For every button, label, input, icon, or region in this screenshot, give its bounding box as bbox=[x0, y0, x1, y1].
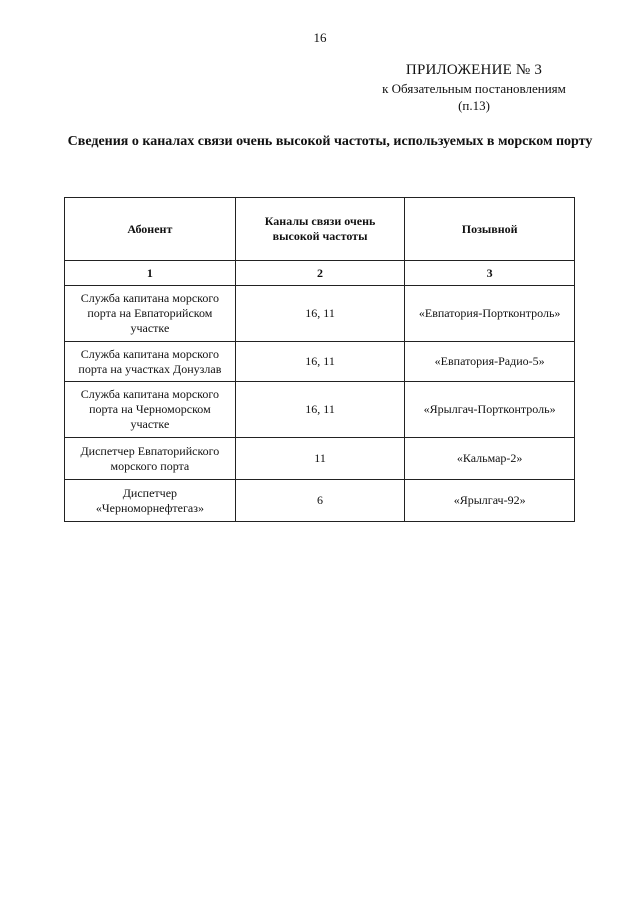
callsign-cell: «Кальмар-2» bbox=[405, 438, 575, 480]
column-number: 3 bbox=[405, 261, 575, 286]
callsign-cell: «Ярылгач-Портконтроль» bbox=[405, 382, 575, 438]
header-subscriber: Абонент bbox=[65, 198, 236, 261]
table-row bbox=[65, 286, 575, 342]
channels-cell: 16, 11 bbox=[235, 382, 405, 438]
table-header-row bbox=[65, 198, 575, 261]
header-channels: Каналы связи очень высокой частоты bbox=[235, 198, 405, 261]
table-row bbox=[65, 382, 575, 438]
channels-cell: 16, 11 bbox=[235, 342, 405, 382]
column-number: 2 bbox=[235, 261, 405, 286]
appendix-title: ПРИЛОЖЕНИЕ № 3 bbox=[405, 62, 543, 78]
appendix-block bbox=[344, 60, 604, 114]
appendix-reference: (п.13) bbox=[458, 98, 490, 113]
appendix-subtitle: к Обязательным постановлениям bbox=[382, 81, 566, 96]
table-row bbox=[65, 438, 575, 480]
header-callsign: Позывной bbox=[405, 198, 575, 261]
column-number-row bbox=[65, 261, 575, 286]
table-row bbox=[65, 342, 575, 382]
callsign-cell: «Евпатория-Радио-5» bbox=[405, 342, 575, 382]
table-row bbox=[65, 480, 575, 522]
subscriber-cell: Диспетчер Евпаторийского морского порта bbox=[65, 438, 236, 480]
subscriber-cell: Диспетчер «Черноморнефтегаз» bbox=[65, 480, 236, 522]
page-number: 16 bbox=[313, 30, 327, 45]
subscriber-cell: Служба капитана морского порта на участках Донузлав bbox=[65, 342, 236, 382]
subscriber-cell: Служба капитана морского порта на Черноморском участке bbox=[65, 382, 236, 438]
document-title: Сведения о каналах связи очень высокой частоты, используемых в морском порту bbox=[67, 134, 593, 149]
callsign-cell: «Евпатория-Портконтроль» bbox=[405, 286, 575, 342]
callsign-cell: «Ярылгач-92» bbox=[405, 480, 575, 522]
subscriber-cell: Служба капитана морского порта на Евпаторийском участке bbox=[65, 286, 236, 342]
channels-cell: 16, 11 bbox=[235, 286, 405, 342]
channels-cell: 6 bbox=[235, 480, 405, 522]
vhf-channels-table bbox=[64, 197, 575, 522]
column-number: 1 bbox=[65, 261, 236, 286]
channels-cell: 11 bbox=[235, 438, 405, 480]
